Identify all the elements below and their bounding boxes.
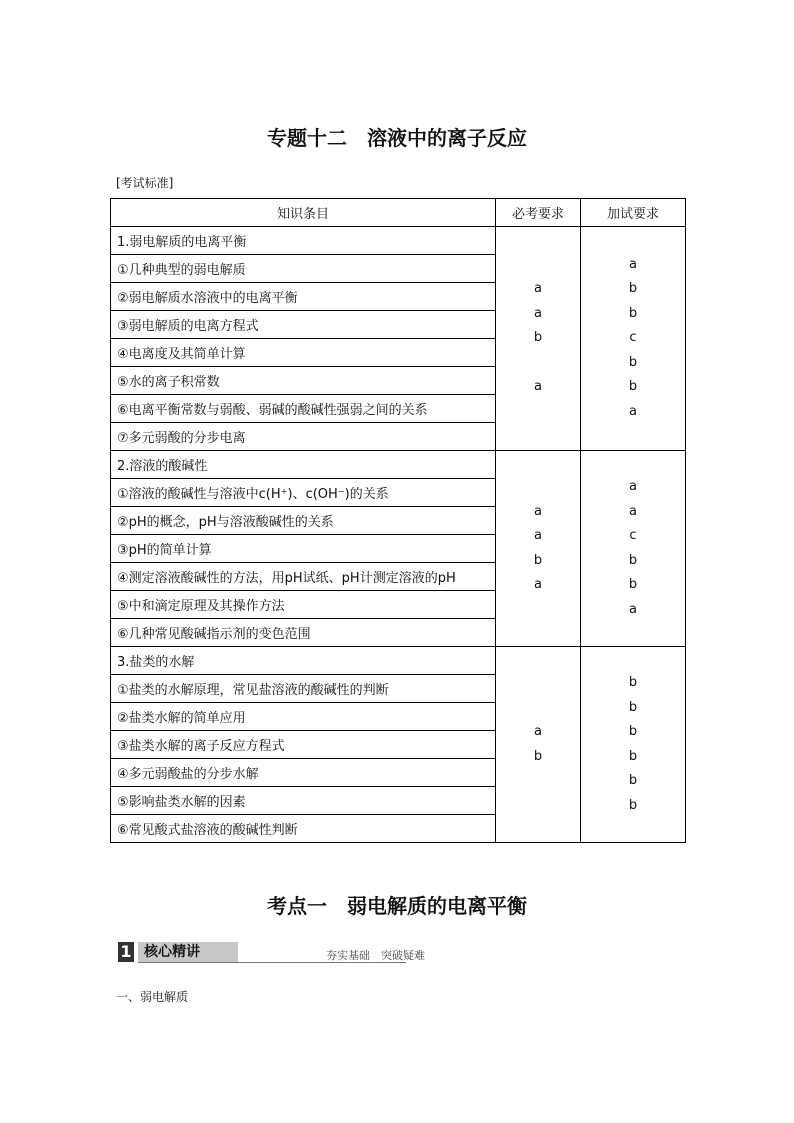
advanced-level: b (628, 797, 638, 813)
required-level: b (533, 330, 543, 346)
required-level: a (534, 577, 542, 592)
required-level: a (534, 379, 542, 395)
page-title: 专题十二 溶液中的离子反应 (267, 126, 527, 150)
table-header-row (111, 199, 686, 227)
required-levels (496, 647, 581, 843)
knowledge-item: ⑥几种常见酸碱指示剂的变色范围 (111, 619, 496, 647)
advanced-level: c (629, 330, 637, 346)
advanced-level: a (629, 256, 637, 272)
advanced-level: a (629, 503, 637, 519)
knowledge-item: ②盐类水解的简单应用 (111, 703, 496, 731)
knowledge-item: ⑦多元弱酸的分步电离 (111, 423, 496, 451)
knowledge-item: ⑤影响盐类水解的因素 (111, 787, 496, 815)
table-row (111, 451, 686, 479)
required-level: b (533, 748, 543, 764)
knowledge-item: ②pH的概念，pH与溶液酸碱性的关系 (111, 507, 496, 535)
knowledge-item: ①盐类的水解原理，常见盐溶液的酸碱性的判断 (111, 675, 496, 703)
advanced-level: b (628, 552, 638, 568)
knowledge-item: ③盐类水解的离子反应方程式 (111, 731, 496, 759)
required-level: a (534, 281, 542, 297)
advanced-level: b (628, 379, 638, 395)
knowledge-item: ③pH的简单计算 (111, 535, 496, 563)
advanced-levels (581, 451, 686, 647)
advanced-level: a (629, 601, 637, 617)
exam-standard-table (110, 198, 686, 843)
banner-title: 核心精讲 (138, 942, 238, 962)
advanced-level: a (629, 479, 637, 494)
advanced-levels (581, 227, 686, 451)
knowledge-item: ④多元弱酸盐的分步水解 (111, 759, 496, 787)
knowledge-item: ⑥电离平衡常数与弱酸、弱碱的酸碱性强弱之间的关系 (111, 395, 496, 423)
header-advanced: 加试要求 (581, 199, 686, 227)
header-knowledge: 知识条目 (111, 199, 496, 227)
exam-standard-label: [考试标准] (116, 176, 174, 190)
advanced-level: b (628, 281, 638, 297)
knowledge-item: ②弱电解质水溶液中的电离平衡 (111, 283, 496, 311)
group-title: 2.溶液的酸碱性 (111, 451, 496, 479)
knowledge-item: ④测定溶液酸碱性的方法，用pH试纸、pH计测定溶液的pH (111, 563, 496, 591)
advanced-level: b (628, 675, 638, 690)
knowledge-item: ⑥常见酸式盐溶液的酸碱性判断 (111, 815, 496, 843)
knowledge-item: ③弱电解质的电离方程式 (111, 311, 496, 339)
advanced-levels (581, 647, 686, 843)
advanced-level: b (628, 305, 638, 321)
advanced-level: a (629, 403, 637, 419)
knowledge-item: ⑤中和滴定原理及其操作方法 (111, 591, 496, 619)
group-title: 3.盐类的水解 (111, 647, 496, 675)
advanced-level: b (628, 699, 638, 715)
required-level: a (534, 528, 542, 543)
advanced-level: c (629, 528, 637, 543)
advanced-level: b (628, 748, 638, 764)
required-level: a (534, 503, 542, 519)
header-required: 必考要求 (496, 199, 581, 227)
required-level: a (534, 305, 542, 321)
group-title: 1.弱电解质的电离平衡 (111, 227, 496, 255)
subsection-heading: 一、弱电解质 (116, 990, 189, 1004)
table-row (111, 647, 686, 675)
advanced-level: b (628, 724, 638, 739)
required-level: a (534, 724, 542, 739)
table-row (111, 227, 686, 255)
required-levels (496, 227, 581, 451)
required-levels (496, 451, 581, 647)
advanced-level: b (628, 773, 638, 788)
required-level: b (533, 552, 543, 568)
advanced-level: b (628, 577, 638, 592)
knowledge-item: ⑤水的离子积常数 (111, 367, 496, 395)
knowledge-item: ④电离度及其简单计算 (111, 339, 496, 367)
banner-subtitle: 夯实基础 突破疑难 (326, 949, 425, 962)
section-banner (116, 940, 425, 964)
advanced-level: b (628, 354, 638, 370)
section-title: 考点一 弱电解质的电离平衡 (267, 894, 527, 918)
knowledge-item: ①几种典型的弱电解质 (111, 255, 496, 283)
banner-number: 1 (118, 942, 134, 962)
knowledge-item: ①溶液的酸碱性与溶液中c(H⁺)、c(OH⁻)的关系 (111, 479, 496, 507)
